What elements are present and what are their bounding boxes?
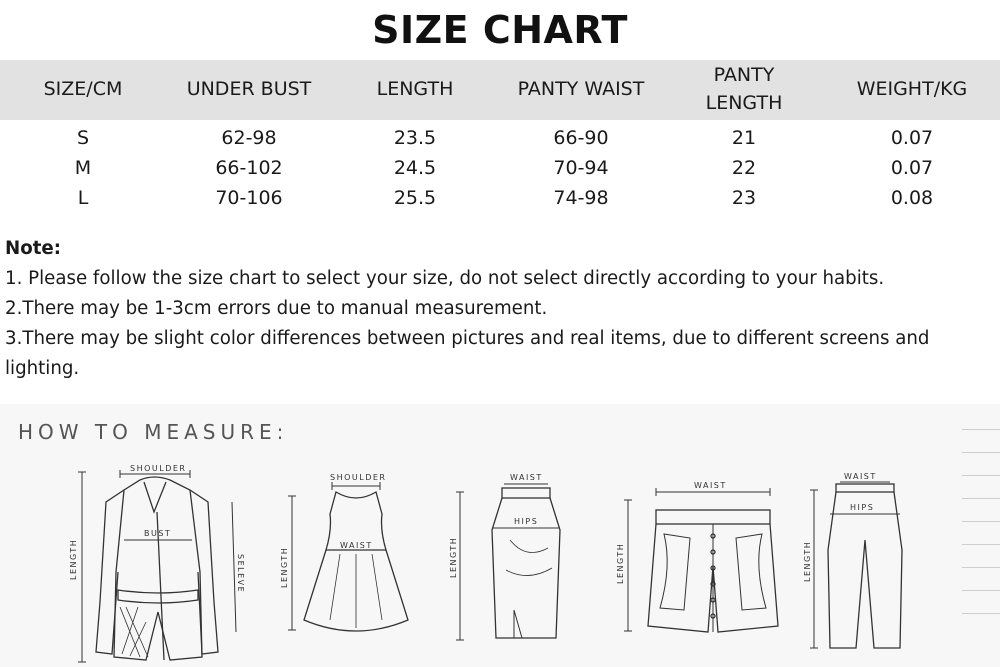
header-under-bust: UNDER BUST: [166, 60, 332, 120]
shorts-waist-label: WAIST: [694, 481, 727, 490]
table-cell: 22: [731, 157, 757, 179]
decorative-rules: [962, 429, 1000, 636]
table-row: [0, 183, 1000, 213]
skirt-waist-label: WAIST: [510, 473, 543, 482]
jacket-sleeve-label: SELEVE: [236, 554, 245, 594]
pants-waist-label: WAIST: [844, 472, 877, 481]
header-length: LENGTH: [332, 60, 498, 120]
size-table: [0, 60, 1000, 213]
jacket-bust-label: BUST: [144, 529, 172, 538]
table-cell: 70-106: [215, 187, 283, 209]
header-panty-length: [664, 60, 824, 120]
how-to-measure-title: HOW TO MEASURE:: [18, 420, 289, 444]
table-cell: 23: [731, 187, 757, 209]
notes-section: [5, 234, 995, 384]
table-cell: 66-90: [553, 127, 609, 149]
table-cell: 0.07: [890, 157, 934, 179]
jacket-length-label: LENGTH: [69, 538, 78, 580]
note-item: 3.There may be slight color differences between pictures and real items, due to different screens and lighting.: [5, 328, 930, 379]
table-cell: S: [76, 127, 90, 149]
jacket-shoulder-label: SHOULDER: [130, 464, 187, 473]
table-cell: M: [74, 157, 92, 179]
table-cell: 0.08: [890, 187, 934, 209]
header-panty-waist: PANTY WAIST: [498, 60, 664, 120]
table-cell: 21: [731, 127, 757, 149]
shorts-diagram: [612, 476, 787, 646]
notes-title: Note:: [5, 238, 62, 259]
header-size: SIZE/CM: [0, 60, 166, 120]
table-cell: 66-102: [215, 157, 283, 179]
header-panty-length-line1: PANTY: [713, 64, 775, 87]
dress-waist-label: WAIST: [340, 541, 373, 550]
jacket-diagram: [62, 462, 252, 667]
table-cell: 23.5: [393, 127, 437, 149]
note-item: 2.There may be 1-3cm errors due to manual measurement.: [5, 298, 548, 319]
pants-diagram: [800, 470, 930, 655]
dress-shoulder-label: SHOULDER: [330, 473, 387, 482]
skirt-diagram: [448, 470, 568, 650]
how-to-measure-panel: [0, 404, 1000, 667]
table-header-row: [0, 60, 1000, 120]
header-panty-length-line2: LENGTH: [705, 92, 783, 114]
table-cell: L: [77, 187, 89, 209]
table-cell: 74-98: [553, 187, 609, 209]
pants-length-label: LENGTH: [803, 540, 812, 582]
table-cell: 0.07: [890, 127, 934, 149]
table-row: [0, 120, 1000, 153]
table-cell: 24.5: [393, 157, 437, 179]
note-item: 1. Please follow the size chart to select your size, do not select directly according to your habits.: [5, 268, 885, 289]
dress-diagram: [278, 470, 428, 645]
dress-length-label: LENGTH: [280, 546, 289, 588]
size-chart-title: SIZE CHART: [372, 8, 628, 52]
table-row: [0, 153, 1000, 183]
table-cell: 70-94: [553, 157, 609, 179]
pants-hips-label: HIPS: [850, 503, 875, 512]
skirt-hips-label: HIPS: [514, 517, 539, 526]
table-cell: 62-98: [221, 127, 277, 149]
header-weight: WEIGHT/KG: [824, 60, 1000, 120]
skirt-length-label: LENGTH: [449, 536, 458, 578]
shorts-length-label: LENGTH: [616, 542, 625, 584]
table-cell: 25.5: [393, 187, 437, 209]
